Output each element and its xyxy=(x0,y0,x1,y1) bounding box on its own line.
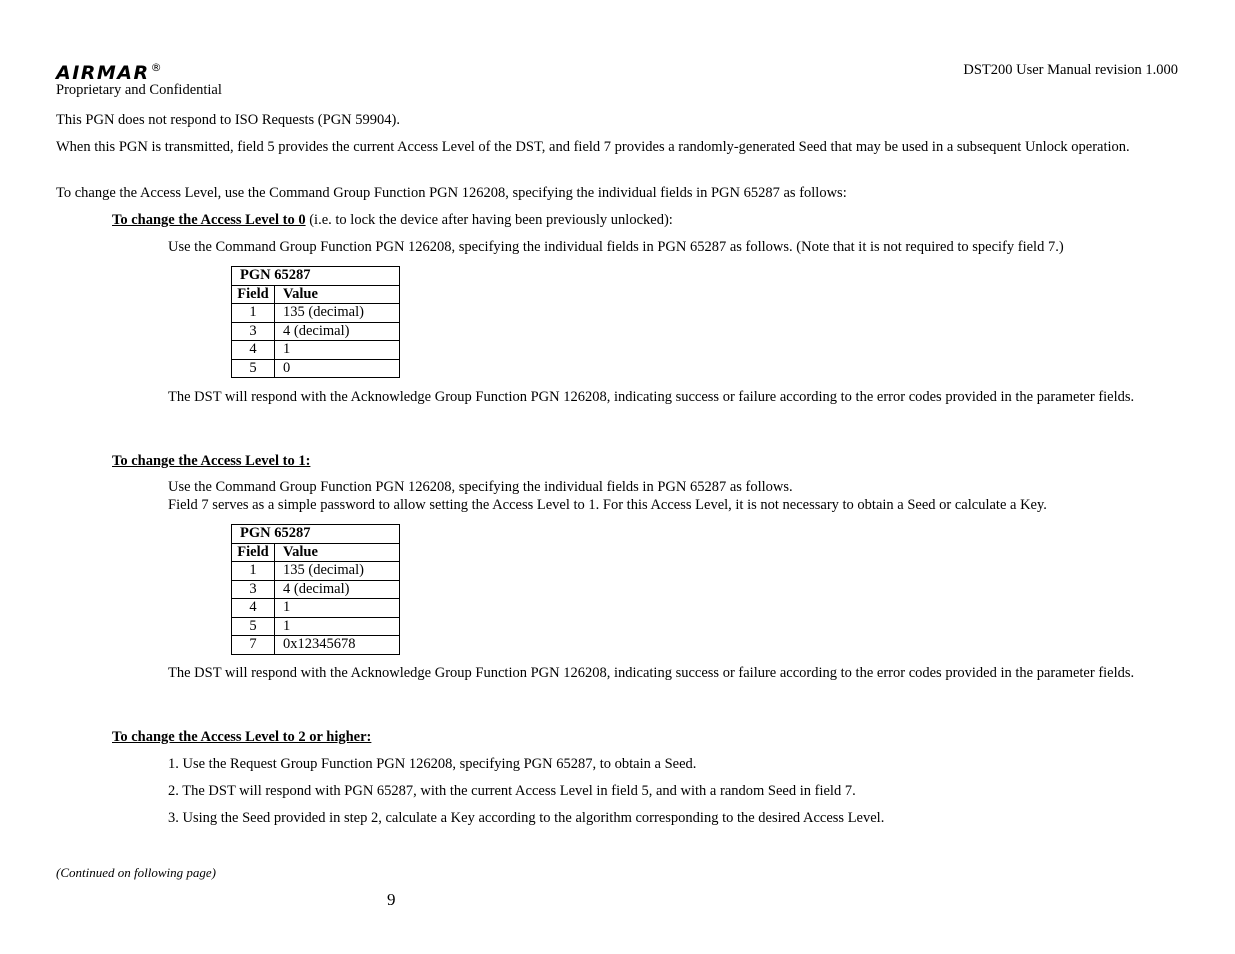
column-header-field: Field xyxy=(232,285,275,304)
value-cell: 1 xyxy=(275,341,400,360)
table-row xyxy=(232,636,400,655)
pgn-table-level-1 xyxy=(231,524,400,655)
paragraph-iso-requests: This PGN does not respond to ISO Requests (PGN 59904). xyxy=(56,112,400,128)
column-header-field: Field xyxy=(232,543,275,562)
registered-mark: ® xyxy=(150,61,164,74)
field-cell: 1 xyxy=(232,304,275,323)
section-1-intro-line-1: Use the Command Group Function PGN 126208, specifying the individual fields in PGN 65287 as follows. xyxy=(168,479,793,495)
step-item: 2. The DST will respond with PGN 65287, with the current Access Level in field 5, and with a random Seed in field 7. xyxy=(168,783,856,799)
section-1-response: The DST will respond with the Acknowledge Group Function PGN 126208, indicating success or failure according to the error codes provided in the parameter fields. xyxy=(168,665,1135,681)
field-cell: 4 xyxy=(232,599,275,618)
field-cell: 5 xyxy=(232,359,275,378)
section-0-response: The DST will respond with the Acknowledge Group Function PGN 126208, indicating success or failure according to the error codes provided in the parameter fields. xyxy=(168,389,1135,405)
heading-level-0-rest: (i.e. to lock the device after having been previously unlocked): xyxy=(305,212,673,228)
field-cell: 7 xyxy=(232,636,275,655)
field-cell: 1 xyxy=(232,562,275,581)
field-cell: 4 xyxy=(232,341,275,360)
table-row xyxy=(232,617,400,636)
section-heading-level-0 xyxy=(112,211,673,229)
column-header-value: Value xyxy=(275,285,400,304)
confidential-notice: Proprietary and Confidential xyxy=(56,82,222,98)
page-number: 9 xyxy=(387,890,396,909)
value-cell: 135 (decimal) xyxy=(275,562,400,581)
table-row xyxy=(232,322,400,341)
logo-text: AIRMAR xyxy=(56,62,150,84)
field-cell: 3 xyxy=(232,580,275,599)
continued-note: (Continued on following page) xyxy=(56,865,216,880)
section-1-intro-line-2: Field 7 serves as a simple password to allow setting the Access Level to 1. For this Access Level, it is not necessary to obtain a Seed or calculate a Key. xyxy=(168,497,1047,513)
value-cell: 1 xyxy=(275,617,400,636)
paragraph-transmission: When this PGN is transmitted, field 5 provides the current Access Level of the DST, and field 7 provides a randomly-generated Seed that may be used in a subsequent Unlock operation. xyxy=(56,139,1130,155)
field-cell: 3 xyxy=(232,322,275,341)
step-item: 3. Using the Seed provided in step 2, calculate a Key according to the algorithm corresponding to the desired Access Level. xyxy=(168,810,885,826)
section-heading-level-1: To change the Access Level to 1: xyxy=(112,453,311,469)
document-title: DST200 User Manual revision 1.000 xyxy=(963,62,1178,78)
paragraph-change-access: To change the Access Level, use the Command Group Function PGN 126208, specifying the individual fields in PGN 65287 as follows: xyxy=(56,185,847,201)
table-title: PGN 65287 xyxy=(232,525,400,544)
heading-level-0-underlined: To change the Access Level to 0 xyxy=(112,212,306,228)
step-item: 1. Use the Request Group Function PGN 126208, specifying PGN 65287, to obtain a Seed. xyxy=(168,756,697,772)
table-row xyxy=(232,304,400,323)
table-row xyxy=(232,580,400,599)
field-cell: 5 xyxy=(232,617,275,636)
table-row xyxy=(232,359,400,378)
section-heading-level-2: To change the Access Level to 2 or higher: xyxy=(112,729,372,745)
table-title: PGN 65287 xyxy=(232,267,400,286)
value-cell: 4 (decimal) xyxy=(275,322,400,341)
table-row xyxy=(232,599,400,618)
airmar-logo xyxy=(56,57,163,84)
value-cell: 135 (decimal) xyxy=(275,304,400,323)
section-0-intro: Use the Command Group Function PGN 126208, specifying the individual fields in PGN 65287 as follows. (Note that it is not required to specify field 7.) xyxy=(168,239,1064,255)
table-row xyxy=(232,341,400,360)
value-cell: 1 xyxy=(275,599,400,618)
value-cell: 0 xyxy=(275,359,400,378)
pgn-table-level-0 xyxy=(231,266,400,378)
column-header-value: Value xyxy=(275,543,400,562)
value-cell: 4 (decimal) xyxy=(275,580,400,599)
table-row xyxy=(232,562,400,581)
value-cell: 0x12345678 xyxy=(275,636,400,655)
